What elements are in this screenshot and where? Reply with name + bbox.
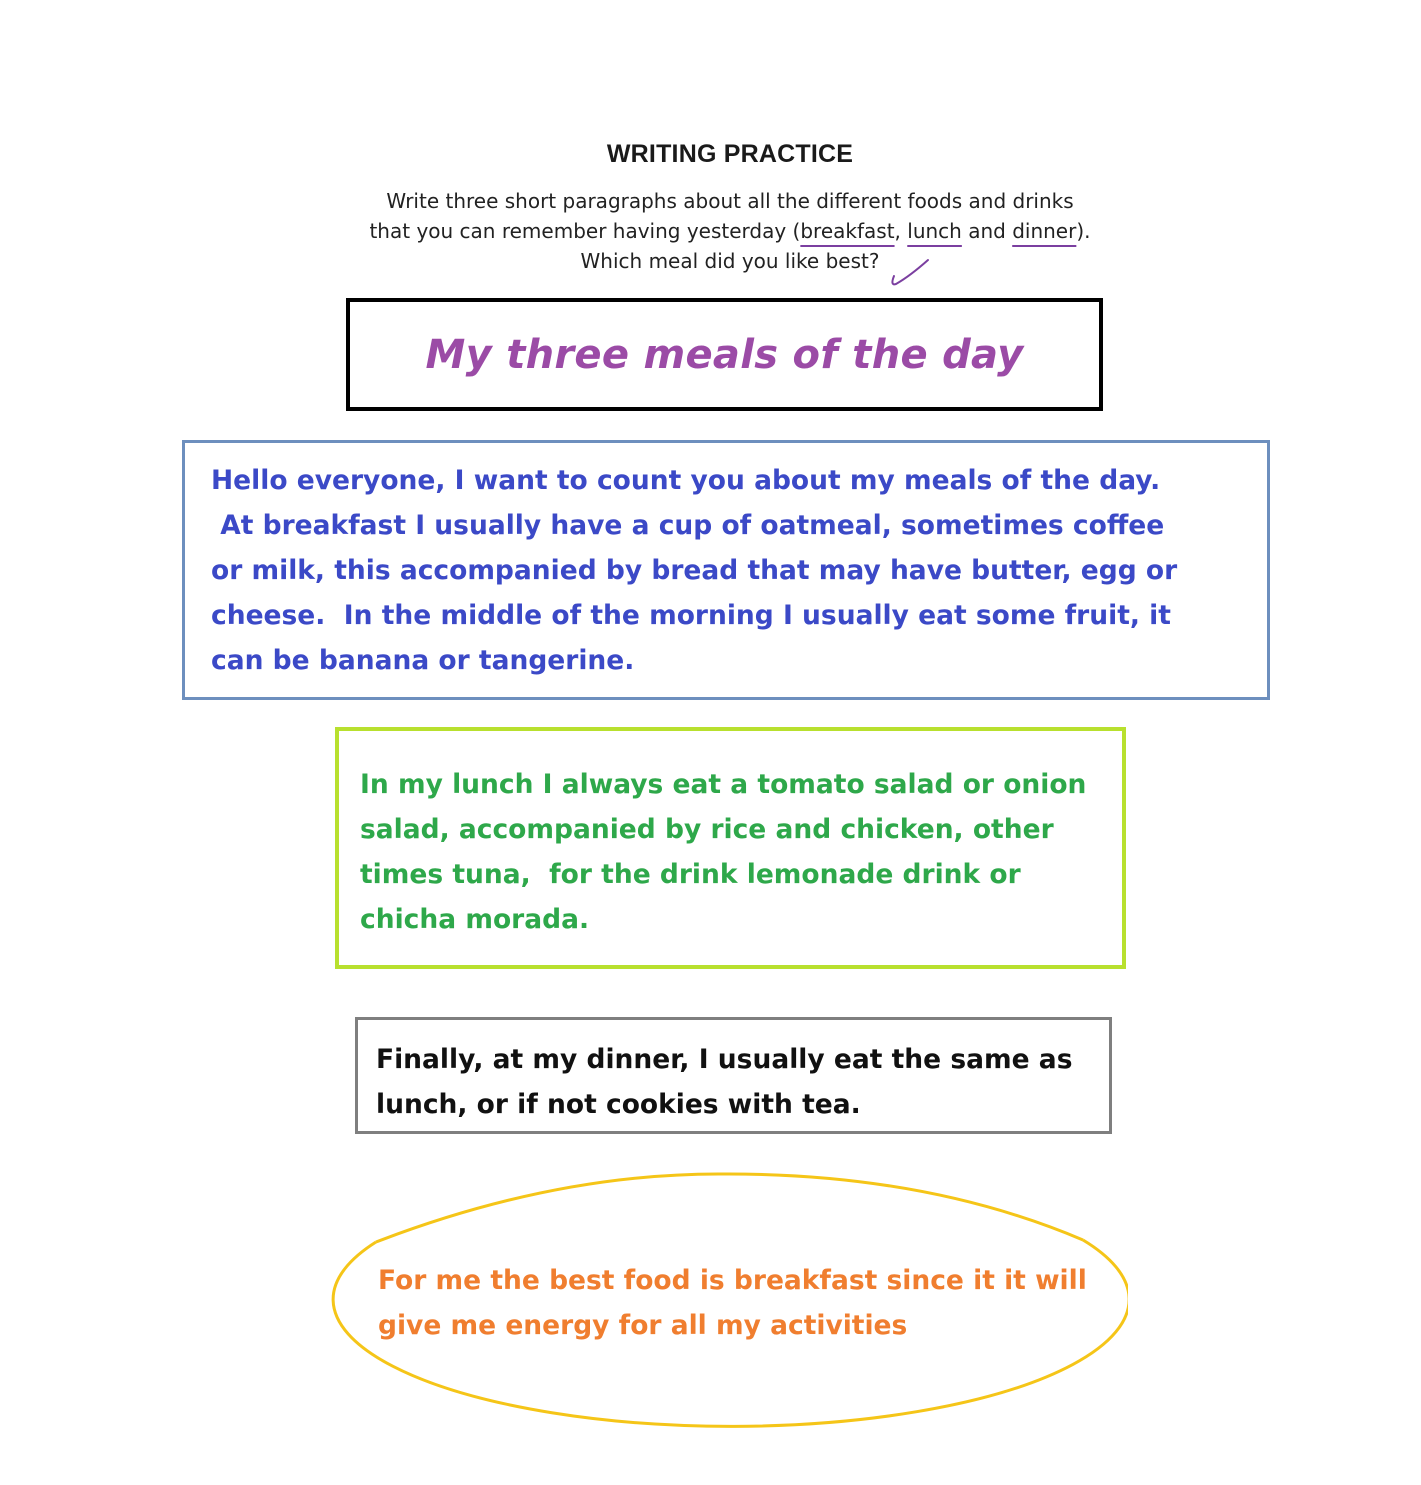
instruction-line-2-start: that you can remember having yesterday ( [369,219,801,243]
breakfast-line: or milk, this accompanied by bread that may have butter, egg or [211,555,1178,586]
dinner-paragraph [376,1037,1072,1127]
worksheet-title: WRITING PRACTICE [606,140,854,168]
checkmark-icon [884,254,934,290]
breakfast-line: Hello everyone, I want to count you about my meals of the day. [211,465,1161,496]
instruction-dinner: dinner [1012,219,1077,243]
dinner-paragraph-box [355,1017,1112,1134]
dinner-line: lunch, or if not cookies with tea. [376,1089,861,1120]
instruction-line-2 [340,216,1120,246]
instruction-line-1: Write three short paragraphs about all the different foods and drinks [386,189,1074,213]
best-meal-text [378,1258,1087,1348]
lunch-line: times tuna, for the drink lemonade drink or [360,859,1021,890]
essay-title: My three meals of the day [425,331,1024,378]
instruction-lunch: lunch [907,219,962,243]
lunch-paragraph-box [335,727,1126,969]
title-box [346,298,1103,411]
lunch-line: In my lunch I always eat a tomato salad or onion [360,769,1087,800]
instruction-sep-1: , [894,219,908,243]
instruction-breakfast: breakfast [800,219,895,243]
dinner-line: Finally, at my dinner, I usually eat the same as [376,1044,1073,1075]
best-meal-line: give me energy for all my activities [378,1310,908,1341]
breakfast-line: cheese. In the middle of the morning I usually eat some fruit, it [211,600,1171,631]
breakfast-line: At breakfast I usually have a cup of oatmeal, sometimes coffee [211,510,1165,541]
instruction-end: ). [1076,219,1091,243]
lunch-paragraph [360,762,1086,942]
breakfast-paragraph-box [182,440,1270,700]
instruction-line-3: Which meal did you like best? [580,249,880,273]
lunch-line: chicha morada. [360,904,590,935]
instruction-sep-2: and [961,219,1013,243]
breakfast-paragraph [211,458,1177,683]
best-meal-line: For me the best food is breakfast since it it will [378,1265,1087,1296]
worksheet-instructions [340,186,1120,276]
lunch-line: salad, accompanied by rice and chicken, other [360,814,1054,845]
breakfast-line: can be banana or tangerine. [211,645,635,676]
